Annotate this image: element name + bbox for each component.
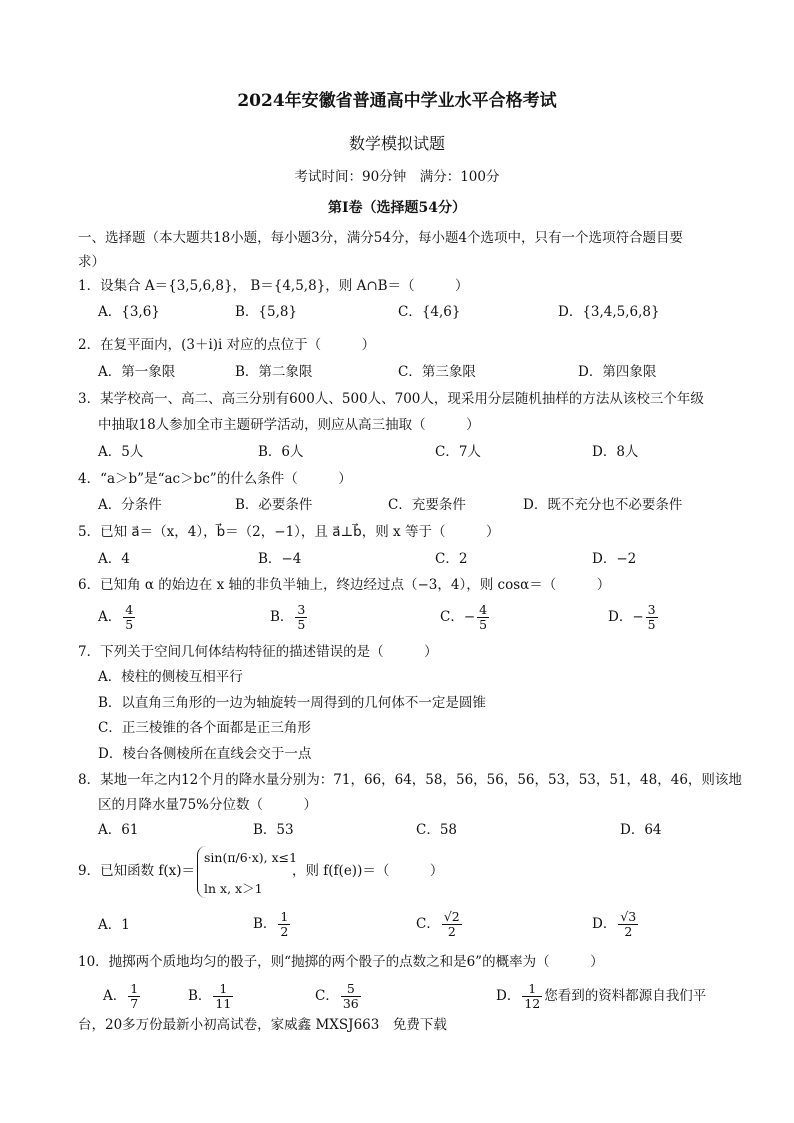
denominator: 7 [130,996,139,1011]
q6-option-a [98,603,137,632]
q8-option-c: C．58 [416,822,458,838]
q5-option-c: C．2 [435,551,468,567]
q6-option-b [270,603,309,632]
q8-stem-line1: 8．某地一年之内12个月的降水量分别为：71，66，64，58，56，56，56，53，53，51，48，46，则该地 [78,772,742,788]
numerator: √2 [443,909,460,924]
promo-text-line1: 您看到的资料都源自我们平 [544,988,707,1004]
promo-text-line2: 台，20多万份最新小初高试卷，家威鑫 MXSJ663 免费下载 [78,1017,447,1033]
q4-option-b: B．必要条件 [235,497,313,513]
q10-option-d-label: D． [496,988,521,1004]
q4-stem: 4．“a＞b”是“ac＞bc”的什么条件（ ） [78,471,352,487]
q9-option-d-label: D． [592,916,617,932]
q6-option-c-fraction [477,603,489,632]
q6-option-c [440,603,491,632]
q10-option-c-label: C． [315,988,339,1004]
q1-option-c: C．{4,6} [398,304,461,320]
q9-option-d-fraction [618,910,638,939]
q2-option-b: B．第二象限 [235,364,313,380]
q10-stem: 10．抛掷两个质地均匀的骰子，则“抛掷的两个骰子的点数之和是6”的概率为（ ） [78,954,604,970]
q3-option-c: C．7人 [435,444,481,460]
q9-option-a: A．1 [98,917,130,933]
q2-option-c: C．第三象限 [398,364,476,380]
q10-option-d [496,982,706,1011]
denominator: 5 [647,617,656,632]
q10-option-b-label: B． [188,988,212,1004]
q6-option-c-label: C．− [440,609,476,625]
q4-option-d: D．既不充分也不必要条件 [523,497,683,513]
q10-option-b-fraction [213,982,233,1011]
q5-option-d: D．−2 [592,551,637,567]
q3-stem-line1: 3．某学校高一、高二、高三分别有600人、500人、700人，现采用分层随机抽样的方法从该校三个年级 [78,391,704,407]
section-heading: 第Ⅰ卷（选择题54分） [327,200,467,216]
q9-case-2: ln x, x＞1 [204,881,263,896]
part1-intro-line1: 一、选择题（本大题共18小题，每小题3分，满分54分，每小题4个选项中，只有一个选项符合题目要 [78,230,684,246]
q7-option-c: C．正三棱锥的各个面都是正三角形 [98,720,311,736]
q1-stem: 1．设集合 A＝{3,5,6,8}， B＝{4,5,8}，则 A∩B＝（ ） [78,278,469,294]
q10-option-d-fraction [522,982,542,1011]
q7-option-d: D．棱台各侧棱所在直线会交于一点 [98,746,312,762]
q4-option-c: C．充要条件 [388,497,466,513]
q6-stem: 6．已知角 α 的始边在 x 轴的非负半轴上，终边经过点（−3，4），则 cosα＝（ ） [78,577,611,593]
q3-option-d: D．8人 [592,444,639,460]
q9-option-b-label: B． [253,916,277,932]
q5-option-a: A．4 [98,551,130,567]
numerator: 5 [341,982,361,997]
denominator: 2 [280,924,289,939]
numerator: 1 [213,982,233,997]
q10-option-a [103,982,142,1011]
denominator: 5 [125,617,134,632]
q2-stem: 2．在复平面内，(3＋i)i 对应的点位于（ ） [78,337,376,353]
q9-option-c [416,910,464,939]
exam-title: 2024年安徽省普通高中学业水平合格考试 [237,91,557,111]
denominator: 12 [524,996,541,1011]
q8-option-a: A．61 [98,822,139,838]
q10-option-c [315,982,363,1011]
exam-subtitle: 数学模拟试题 [348,134,445,153]
denominator: 5 [479,617,488,632]
q1-option-d: D．{3,4,5,6,8} [558,304,660,320]
q2-option-a: A．第一象限 [98,364,176,380]
q6-option-a-label: A． [98,609,122,625]
q6-option-b-label: B． [270,609,294,625]
q1-option-a: A．{3,6} [98,304,160,320]
q9-stem-suffix: ，则 f(f(e))＝（ ） [292,863,444,879]
q9-case-1: sin(π/6·x), x≤1 [204,850,298,865]
q8-option-b: B．53 [253,822,294,838]
q6-option-d [608,603,660,632]
numerator: 1 [130,981,139,996]
numerator: √3 [620,909,637,924]
q7-option-a: A．棱柱的侧棱互相平行 [98,669,243,685]
numerator: 4 [125,602,134,617]
denominator: 5 [297,617,306,632]
q10-option-c-fraction [341,982,361,1011]
q8-stem-line2: 区的月降水量75%分位数（ ） [98,797,318,813]
q6-option-a-fraction [123,603,135,632]
q6-option-d-label: D．− [608,609,644,625]
q9-option-c-label: C． [416,916,440,932]
q6-option-b-fraction [295,603,307,632]
denominator: 2 [447,924,456,939]
q7-option-b: B．以直角三角形的一边为轴旋转一周得到的几何体不一定是圆锥 [98,695,486,711]
denominator: 2 [624,924,633,939]
q2-option-d: D．第四象限 [578,364,657,380]
numerator: 4 [479,602,488,617]
q9-option-d [592,910,640,939]
q6-option-d-fraction [646,603,658,632]
q3-stem-line2: 中抽取18人参加全市主题研学活动，则应从高三抽取（ ） [98,417,480,433]
numerator: 1 [280,909,289,924]
q7-stem: 7．下列关于空间几何体结构特征的描述错误的是（ ） [78,644,438,660]
numerator: 1 [522,982,542,997]
q5-option-b: B．−4 [258,551,302,567]
q10-option-a-label: A． [103,988,127,1004]
q3-option-b: B．6人 [258,444,304,460]
numerator: 3 [647,602,656,617]
numerator: 3 [297,602,306,617]
q5-stem: 5．已知 a⃗＝（x，4），b⃗＝（2，−1），且 a⃗⊥b⃗，则 x 等于（ ） [78,524,500,540]
denominator: 36 [342,996,359,1011]
q8-option-d: D．64 [620,822,662,838]
q10-option-b [188,982,235,1011]
q9-option-c-fraction [442,910,462,939]
q4-option-a: A．分条件 [98,497,162,513]
q9-option-b-fraction [278,910,290,939]
q9-stem-prefix: 9．已知函数 f(x)＝ [78,863,196,879]
exam-meta: 考试时间：90分钟 满分：100分 [294,169,500,185]
q10-option-a-fraction [128,982,140,1011]
q3-option-a: A．5人 [98,444,144,460]
part1-intro-line2: 求） [78,254,105,270]
denominator: 11 [215,996,232,1011]
q9-option-b [253,910,292,939]
q1-option-b: B．{5,8} [235,304,298,320]
